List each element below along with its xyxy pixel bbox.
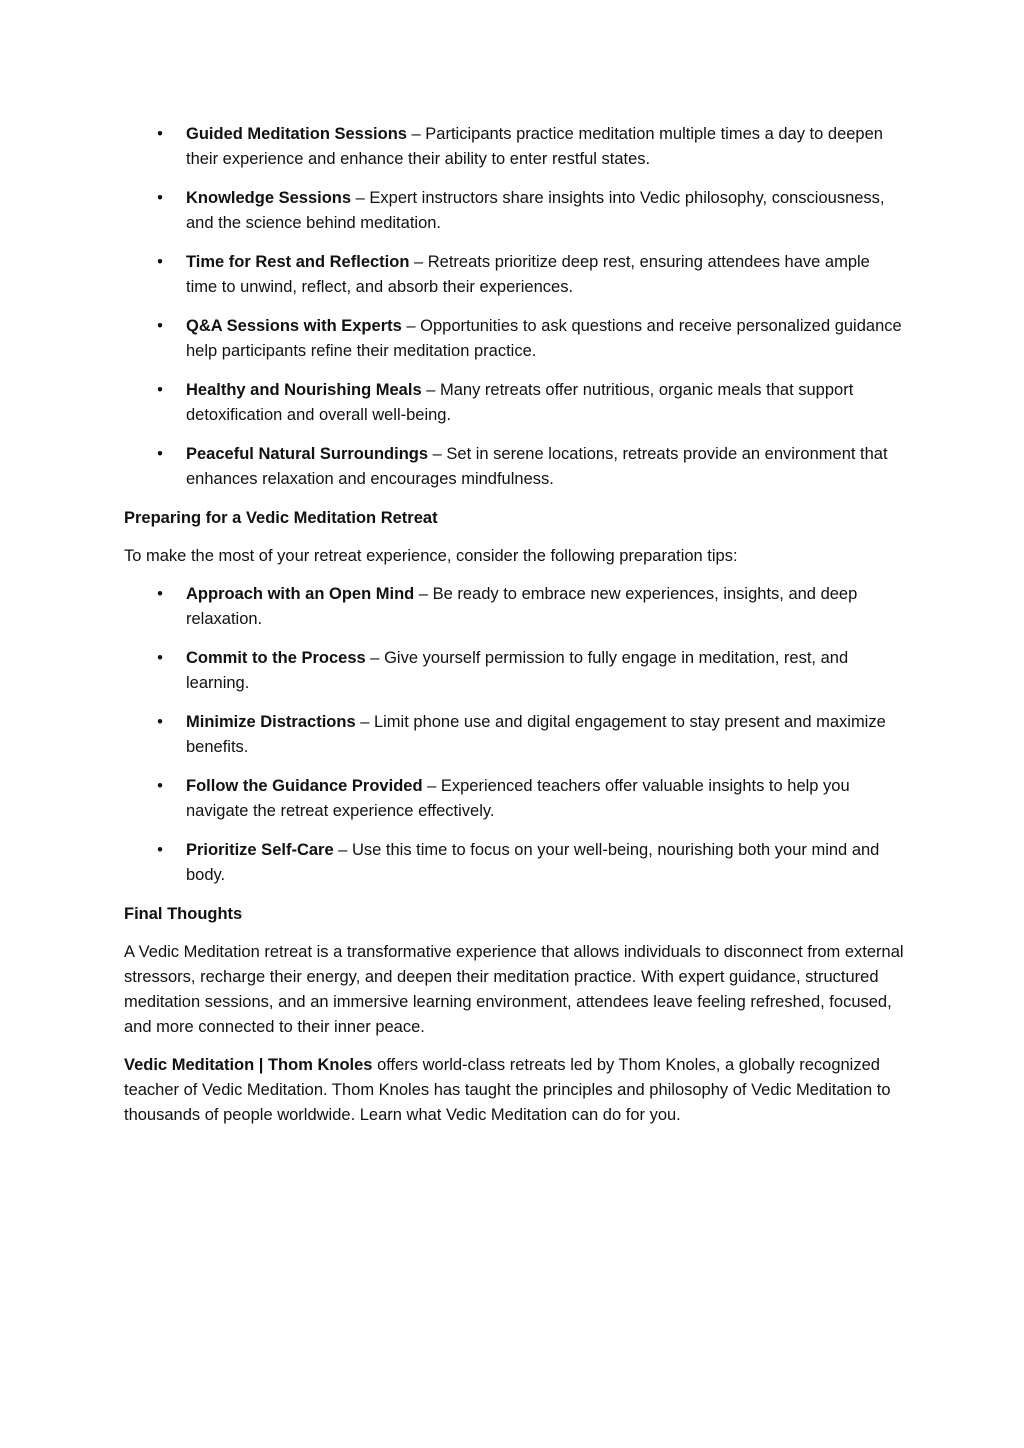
list-item — [124, 582, 904, 632]
list-item-term: Minimize Distractions — [186, 713, 356, 731]
document-page — [124, 122, 904, 1141]
list-item-desc: – Participants practice meditation multiple times a day to deepen their experience and enhance their ability to enter restful states. — [186, 125, 883, 168]
retreat-features-list — [124, 122, 904, 492]
brand-text: offers world-class retreats led by Thom Knoles, a globally recognized teacher of Vedic Meditation. Thom Knoles has taught the principles and philosophy of Vedic Meditation to thousands of people worldwide. Learn what Vedic Meditation can do for you. — [124, 1056, 891, 1124]
bullet-icon: • — [157, 445, 163, 463]
list-item-desc: – Limit phone use and digital engagement to stay present and maximize benefits. — [186, 713, 886, 756]
list-item — [124, 186, 904, 236]
brand-name: Vedic Meditation | Thom Knoles — [124, 1056, 373, 1074]
final-thoughts-paragraph: A Vedic Meditation retreat is a transformative experience that allows individuals to disconnect from external stressors, recharge their energy, and deepen their meditation practice. With expert guidance, structured meditation sessions, and an immersive learning environment, attendees leave feeling refreshed, focused, and more connected to their inner peace. — [124, 943, 904, 1036]
bullet-icon: • — [157, 125, 163, 143]
list-item — [124, 378, 904, 428]
final-thoughts-heading: Final Thoughts — [124, 905, 243, 923]
list-item — [124, 442, 904, 492]
list-item-desc: – Retreats prioritize deep rest, ensuring attendees have ample time to unwind, reflect, and absorb their experiences. — [186, 253, 870, 296]
list-item-term: Commit to the Process — [186, 649, 366, 667]
list-item-desc: – Expert instructors share insights into Vedic philosophy, consciousness, and the science behind meditation. — [186, 189, 885, 232]
list-item-term: Q&A Sessions with Experts — [186, 317, 402, 335]
list-item-term: Prioritize Self-Care — [186, 841, 334, 859]
list-item — [124, 774, 904, 824]
bullet-icon: • — [157, 777, 163, 795]
list-item-term: Guided Meditation Sessions — [186, 125, 407, 143]
bullet-icon: • — [157, 381, 163, 399]
list-item — [124, 250, 904, 300]
list-item — [124, 122, 904, 172]
list-item — [124, 710, 904, 760]
bullet-icon: • — [157, 253, 163, 271]
list-item-desc: – Use this time to focus on your well-being, nourishing both your mind and body. — [186, 841, 880, 884]
list-item-desc: – Experienced teachers offer valuable insights to help you navigate the retreat experience effectively. — [186, 777, 850, 820]
bullet-icon: • — [157, 317, 163, 335]
list-item-term: Peaceful Natural Surroundings — [186, 445, 429, 463]
list-item — [124, 646, 904, 696]
list-item — [124, 314, 904, 364]
list-item-term: Healthy and Nourishing Meals — [186, 381, 422, 399]
preparing-intro: To make the most of your retreat experience, consider the following preparation tips: — [124, 547, 738, 565]
bullet-icon: • — [157, 649, 163, 667]
bullet-icon: • — [157, 713, 163, 731]
list-item-desc: – Be ready to embrace new experiences, insights, and deep relaxation. — [186, 585, 858, 628]
list-item-desc: – Give yourself permission to fully engage in meditation, rest, and learning. — [186, 649, 849, 692]
brand-paragraph — [124, 1053, 904, 1128]
list-item-desc: – Set in serene locations, retreats provide an environment that enhances relaxation and encourages mindfulness. — [186, 445, 888, 488]
bullet-icon: • — [157, 841, 163, 859]
preparing-heading: Preparing for a Vedic Meditation Retreat — [124, 509, 438, 527]
preparation-tips-list — [124, 582, 904, 888]
list-item-term: Approach with an Open Mind — [186, 585, 415, 603]
list-item-desc: – Many retreats offer nutritious, organic meals that support detoxification and overall well-being. — [186, 381, 854, 424]
list-item-term: Follow the Guidance Provided — [186, 777, 423, 795]
list-item — [124, 838, 904, 888]
bullet-icon: • — [157, 189, 163, 207]
bullet-icon: • — [157, 585, 163, 603]
list-item-term: Time for Rest and Reflection — [186, 253, 410, 271]
list-item-desc: – Opportunities to ask questions and receive personalized guidance help participants refine their meditation practice. — [186, 317, 902, 360]
list-item-term: Knowledge Sessions — [186, 189, 352, 207]
